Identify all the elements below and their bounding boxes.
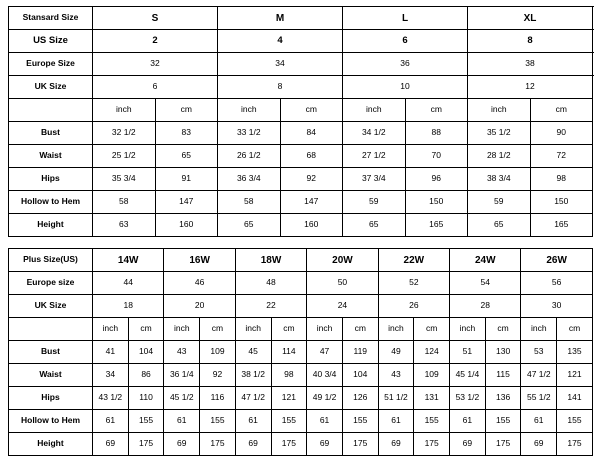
table-cell: 36 3/4 [218, 168, 281, 191]
table-gap [8, 237, 592, 248]
table-row [9, 191, 593, 214]
table-cell: 130 [485, 341, 521, 364]
table-cell: 61 [307, 410, 343, 433]
table-cell: 34 [218, 53, 343, 76]
table-cell: 86 [128, 364, 164, 387]
group-header: 22W [378, 249, 449, 272]
table-cell: 150 [530, 191, 593, 214]
group-header: XL [468, 7, 593, 30]
table-cell: 25 1/2 [93, 145, 156, 168]
table-cell: 28 1/2 [468, 145, 531, 168]
table-cell: 175 [200, 433, 236, 456]
table-cell: 38 3/4 [468, 168, 531, 191]
table-cell: 20 [164, 295, 235, 318]
table-cell: 45 1/4 [450, 364, 486, 387]
table-cell: 55 1/2 [521, 387, 557, 410]
table-cell: 65 [155, 145, 218, 168]
table-cell: 72 [530, 145, 593, 168]
table-cell: 160 [280, 214, 343, 237]
table-cell: cm [155, 99, 218, 122]
table-cell: 6 [343, 30, 468, 53]
row-label: Hips [9, 387, 93, 410]
table-row [9, 318, 593, 341]
table-cell: 175 [342, 433, 378, 456]
table-cell: 61 [93, 410, 129, 433]
row-label: UK Size [9, 295, 93, 318]
table-row [9, 364, 593, 387]
table-cell: 43 [164, 341, 200, 364]
table-cell: inch [343, 99, 406, 122]
row-label: Bust [9, 341, 93, 364]
row-label: US Size [9, 30, 93, 53]
table-cell: 33 1/2 [218, 122, 281, 145]
table-cell: 61 [235, 410, 271, 433]
table-cell: 126 [342, 387, 378, 410]
table-cell: 6 [93, 76, 218, 99]
table-cell: 43 [378, 364, 414, 387]
table-row [9, 433, 593, 456]
table-cell: 147 [280, 191, 343, 214]
table-cell: 69 [93, 433, 129, 456]
table-cell: 61 [164, 410, 200, 433]
table-cell: 26 [378, 295, 449, 318]
corner-label: Stansard Size [9, 7, 93, 30]
table-cell: 63 [93, 214, 156, 237]
table-cell: inch [164, 318, 200, 341]
table-cell: 36 1/4 [164, 364, 200, 387]
table-cell: cm [342, 318, 378, 341]
group-header: 16W [164, 249, 235, 272]
table-row [9, 341, 593, 364]
table-cell: 65 [218, 214, 281, 237]
row-label: Waist [9, 145, 93, 168]
table-cell: cm [414, 318, 450, 341]
table-cell: 175 [557, 433, 593, 456]
table-cell: 52 [378, 272, 449, 295]
table-cell: 155 [414, 410, 450, 433]
table-cell: 69 [521, 433, 557, 456]
table-cell: cm [557, 318, 593, 341]
table-cell: 41 [93, 341, 129, 364]
table-cell: 88 [405, 122, 468, 145]
table-cell: 32 [93, 53, 218, 76]
table-cell: 50 [307, 272, 378, 295]
table-cell: 51 1/2 [378, 387, 414, 410]
group-header: 20W [307, 249, 378, 272]
table-cell: 65 [468, 214, 531, 237]
table-cell: 119 [342, 341, 378, 364]
table-cell: 114 [271, 341, 307, 364]
table-cell: 32 1/2 [93, 122, 156, 145]
row-label: Waist [9, 364, 93, 387]
table-cell: 34 1/2 [343, 122, 406, 145]
table-cell: cm [530, 99, 593, 122]
table-cell: 28 [450, 295, 521, 318]
row-label: Bust [9, 122, 93, 145]
table-cell: 65 [343, 214, 406, 237]
table-cell: 45 [235, 341, 271, 364]
table-cell: 121 [271, 387, 307, 410]
table-cell: 69 [378, 433, 414, 456]
standard-size-table [8, 6, 593, 237]
table-cell: 69 [235, 433, 271, 456]
table-row [9, 99, 593, 122]
table-cell: 18 [93, 295, 164, 318]
table-cell: 92 [280, 168, 343, 191]
table-cell: 54 [450, 272, 521, 295]
table-cell: 121 [557, 364, 593, 387]
table-cell: 165 [530, 214, 593, 237]
table-cell: 175 [485, 433, 521, 456]
table-cell: 59 [468, 191, 531, 214]
table-cell: 56 [521, 272, 592, 295]
table-row [9, 410, 593, 433]
table-cell: 61 [378, 410, 414, 433]
table-cell: 46 [164, 272, 235, 295]
table-cell: 70 [405, 145, 468, 168]
group-header: 26W [521, 249, 592, 272]
table-row [9, 214, 593, 237]
table-cell: 35 1/2 [468, 122, 531, 145]
row-label: Europe size [9, 272, 93, 295]
table-cell: 160 [155, 214, 218, 237]
table-cell: 68 [280, 145, 343, 168]
table-cell: 115 [485, 364, 521, 387]
table-cell: cm [271, 318, 307, 341]
table-cell: cm [485, 318, 521, 341]
table-cell: 38 1/2 [235, 364, 271, 387]
table-cell: 155 [200, 410, 236, 433]
table-cell: 24 [307, 295, 378, 318]
table-cell: inch [218, 99, 281, 122]
row-label: Europe Size [9, 53, 93, 76]
group-header: 18W [235, 249, 306, 272]
table-cell: 109 [414, 364, 450, 387]
table-cell: 44 [93, 272, 164, 295]
table-cell: 84 [280, 122, 343, 145]
table-cell: 22 [235, 295, 306, 318]
table-cell: 69 [450, 433, 486, 456]
table-cell: 155 [128, 410, 164, 433]
table-cell: 90 [530, 122, 593, 145]
table-cell: inch [450, 318, 486, 341]
table-row [9, 168, 593, 191]
table-cell: 135 [557, 341, 593, 364]
table-cell: 150 [405, 191, 468, 214]
table-cell: cm [200, 318, 236, 341]
table-cell: 47 1/2 [235, 387, 271, 410]
table-cell: 155 [557, 410, 593, 433]
table-cell: 47 [307, 341, 343, 364]
table-cell: 98 [271, 364, 307, 387]
table-cell: 58 [93, 191, 156, 214]
tables-container [8, 6, 592, 456]
table-row [9, 76, 593, 99]
table-row [9, 295, 593, 318]
row-label: Hollow to Hem [9, 191, 93, 214]
table-cell: 59 [343, 191, 406, 214]
table-cell: 104 [342, 364, 378, 387]
group-header: M [218, 7, 343, 30]
corner-label: Plus Size(US) [9, 249, 93, 272]
row-label [9, 99, 93, 122]
table-cell: 141 [557, 387, 593, 410]
table-cell: 116 [200, 387, 236, 410]
table-cell: 175 [271, 433, 307, 456]
group-header: L [343, 7, 468, 30]
table-cell: 10 [343, 76, 468, 99]
table-cell: 26 1/2 [218, 145, 281, 168]
table-cell: inch [521, 318, 557, 341]
table-cell: 155 [342, 410, 378, 433]
table-row [9, 53, 593, 76]
table-cell: 96 [405, 168, 468, 191]
table-cell: inch [93, 318, 129, 341]
table-cell: 58 [218, 191, 281, 214]
table-cell: 38 [468, 53, 593, 76]
table-cell: inch [93, 99, 156, 122]
group-header: 24W [450, 249, 521, 272]
table-cell: 92 [200, 364, 236, 387]
table-cell: 175 [128, 433, 164, 456]
table-cell: inch [378, 318, 414, 341]
table-cell: 124 [414, 341, 450, 364]
table-cell: 98 [530, 168, 593, 191]
table-cell: 36 [343, 53, 468, 76]
table-cell: 175 [414, 433, 450, 456]
plus-size-table [8, 248, 593, 456]
table-header-row [9, 249, 593, 272]
table-row [9, 387, 593, 410]
table-cell: inch [235, 318, 271, 341]
table-cell: 4 [218, 30, 343, 53]
table-cell: 109 [200, 341, 236, 364]
table-cell: 61 [450, 410, 486, 433]
table-cell: 49 [378, 341, 414, 364]
table-cell: inch [307, 318, 343, 341]
table-cell: 8 [468, 30, 593, 53]
row-label: Hips [9, 168, 93, 191]
table-cell: 51 [450, 341, 486, 364]
table-cell: 43 1/2 [93, 387, 129, 410]
row-label: UK Size [9, 76, 93, 99]
table-cell: inch [468, 99, 531, 122]
table-cell: 165 [405, 214, 468, 237]
table-header-row [9, 7, 593, 30]
table-cell: 53 1/2 [450, 387, 486, 410]
table-row [9, 30, 593, 53]
table-cell: 155 [485, 410, 521, 433]
table-cell: cm [128, 318, 164, 341]
table-cell: 47 1/2 [521, 364, 557, 387]
table-cell: 61 [521, 410, 557, 433]
table-row [9, 122, 593, 145]
table-cell: 34 [93, 364, 129, 387]
table-cell: 30 [521, 295, 592, 318]
table-cell: 2 [93, 30, 218, 53]
table-cell: 48 [235, 272, 306, 295]
table-cell: 131 [414, 387, 450, 410]
row-label [9, 318, 93, 341]
table-cell: 69 [164, 433, 200, 456]
table-cell: 110 [128, 387, 164, 410]
table-cell: 40 3/4 [307, 364, 343, 387]
table-cell: 104 [128, 341, 164, 364]
table-cell: 53 [521, 341, 557, 364]
group-header: 14W [93, 249, 164, 272]
table-cell: 37 3/4 [343, 168, 406, 191]
table-row [9, 272, 593, 295]
table-cell: 69 [307, 433, 343, 456]
table-cell: 35 3/4 [93, 168, 156, 191]
table-row [9, 145, 593, 168]
group-header: S [93, 7, 218, 30]
table-cell: 8 [218, 76, 343, 99]
row-label: Height [9, 433, 93, 456]
table-cell: 49 1/2 [307, 387, 343, 410]
table-cell: 12 [468, 76, 593, 99]
table-cell: 147 [155, 191, 218, 214]
table-cell: 136 [485, 387, 521, 410]
table-cell: cm [280, 99, 343, 122]
row-label: Height [9, 214, 93, 237]
row-label: Hollow to Hem [9, 410, 93, 433]
table-cell: 27 1/2 [343, 145, 406, 168]
table-cell: 45 1/2 [164, 387, 200, 410]
table-cell: 155 [271, 410, 307, 433]
table-cell: 83 [155, 122, 218, 145]
table-cell: 91 [155, 168, 218, 191]
table-cell: cm [405, 99, 468, 122]
